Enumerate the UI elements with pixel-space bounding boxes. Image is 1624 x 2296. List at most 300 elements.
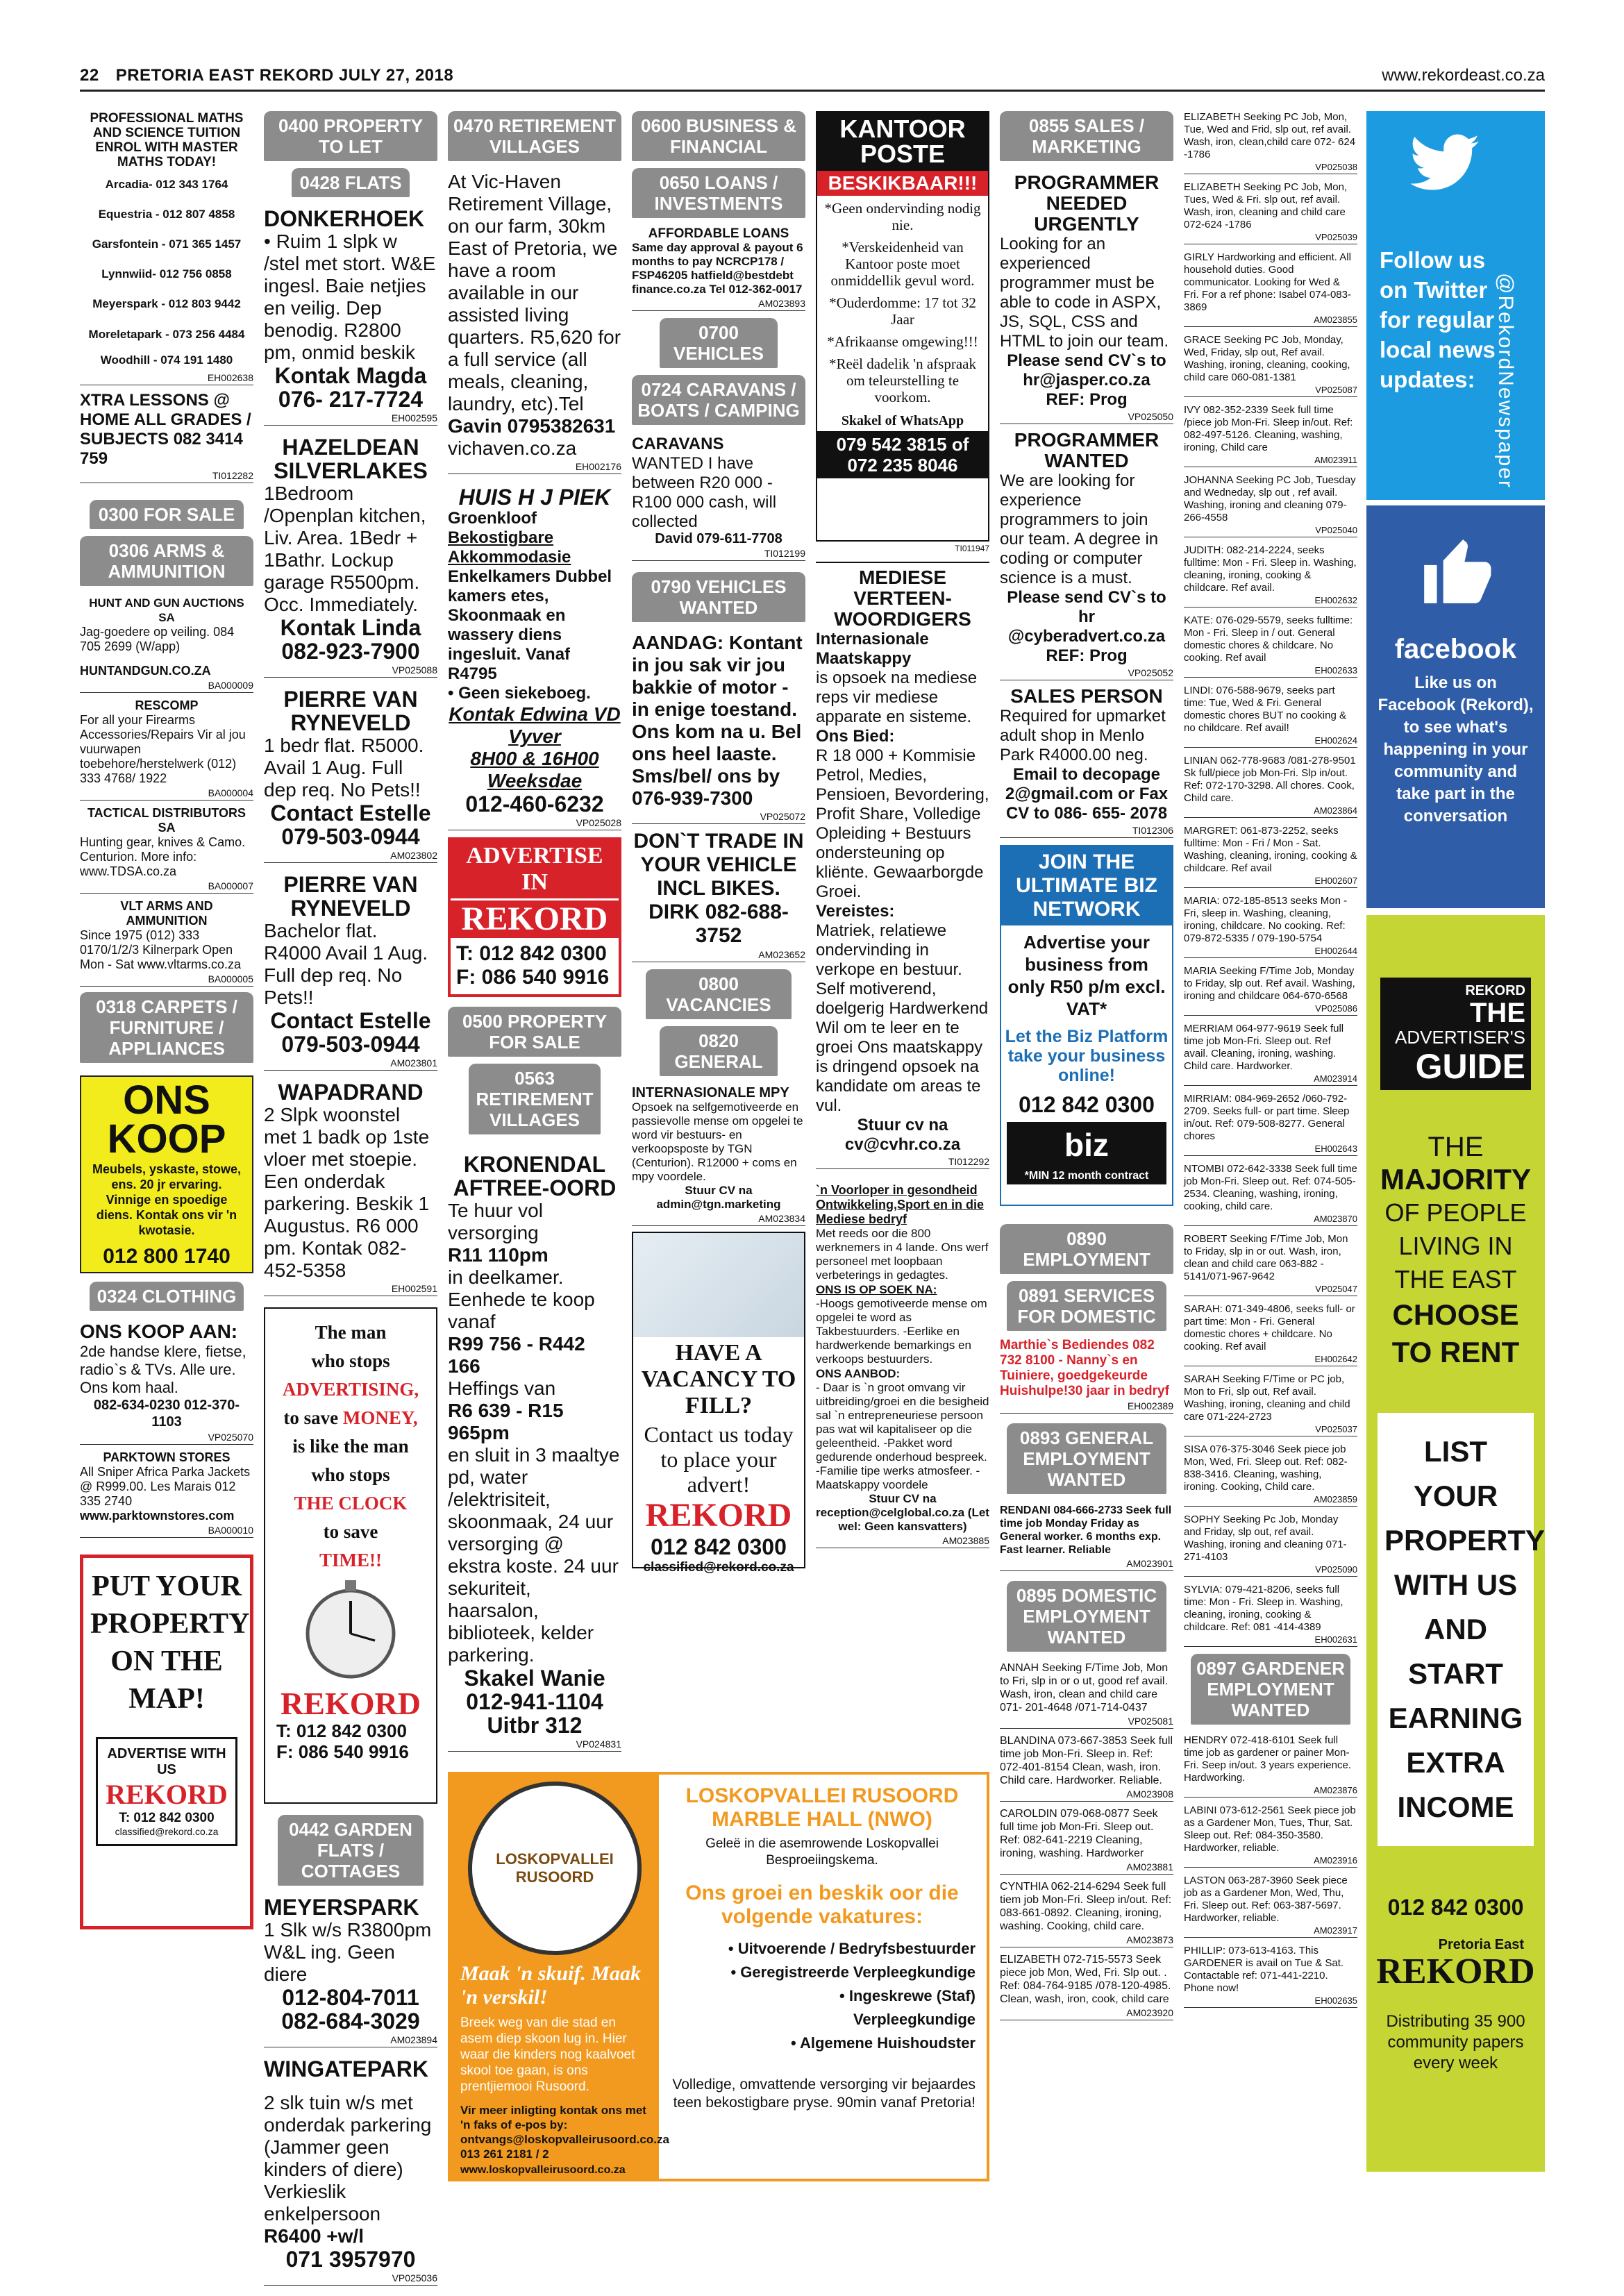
section-caravans[interactable]: 0724 CARAVANS / BOATS / CAMPING	[632, 375, 805, 425]
stopwatch-icon	[274, 1575, 427, 1679]
kantoor-item: *Afrikaanse omgewing!!!	[827, 333, 978, 350]
section-loans[interactable]: 0650 LOANS / INVESTMENTS	[632, 168, 805, 218]
huis-contact: Kontak Edwina VD Vyver	[449, 703, 621, 747]
ad-ref: AM023920	[1000, 2007, 1173, 2020]
section-retirement[interactable]: 0470 RETIREMENT VILLAGES	[448, 111, 621, 161]
ad-ref: EH002644	[1184, 946, 1357, 958]
voorloper-h2: ONS AANBOD:	[816, 1367, 901, 1380]
ad-ref: VP025087	[1184, 385, 1357, 397]
medies-title: MEDIESE VERTEEN-WOORDIGERS	[816, 562, 989, 630]
pierre2-title: PIERRE VAN RYNEVELD	[283, 872, 418, 921]
rendani-text: RENDANI 084-666-2733 Seek full time job Monday Friday as General worker. 6 months exp. Fast learner. Reliable	[1000, 1505, 1172, 1556]
voorloper-h1: ONS IS OP SOEK NA:	[816, 1283, 937, 1296]
vacancy-headline: HAVE A VACANCY TO FILL?	[641, 1340, 796, 1418]
biz-foot: *MIN 12 month contract	[1007, 1168, 1166, 1184]
medies-org: Internasionale Maatskappy	[816, 630, 929, 668]
domestic-item: ELIZABETH Seeking PC Job, Mon, Tue, Wed and Frid, slp out, ref avail. Wash, iron, clean,child care 072- 624 -1786	[1184, 111, 1356, 160]
ad-ref: VP025050	[1000, 411, 1173, 424]
domestic-item: BLANDINA 073-667-3853 Seek full time job Mon-Fri. Sleep in. Ref: 072-401-8154 Clean, wash, iron. Child care. Hardworker. Reliable.	[1000, 1735, 1173, 1786]
rekord-logo: REKORD	[451, 898, 619, 938]
clock-line: The man	[315, 1322, 387, 1343]
sales-person-title: SALES PERSON	[1010, 685, 1163, 707]
domestic-item: MARIA: 072-185-8513 seeks Mon - Fri, sleep in. Washing, cleaning, ironing, childcare. No cooking. Ref: 079-872-5335 / 079-190-5754	[1184, 895, 1348, 944]
kronendal-text: Te huur vol versorging	[448, 1200, 543, 1243]
paper-title: PRETORIA EAST REKORD JULY 27, 2018	[115, 66, 454, 85]
voorloper-t2: - Daar is `n groot omvang vir uitbreiding/groei en die besigheid sal `n entrepreneuriese persoon pas wat wil kapitaliseer op die geleentheid. -Pakket word gedurende onderhoud bespreek. -Familie tipe werks atmosfeer. -Maatskappy voordele	[816, 1381, 989, 1491]
donkerhoek-title: DONKERHOEK	[264, 206, 425, 231]
guide-e: LIST YOUR PROPERTY WITH US AND START EARNING EXTRA INCOME	[1378, 1413, 1534, 1846]
domestic-item: ANNAH Seeking F/Time Job, Mon to Fri, slp in or o ut, good ref avail. Wash, iron, clean and child care 071- 201-4648 /071-714-0437	[1000, 1662, 1169, 1713]
ad-ref: VP024831	[448, 1738, 621, 1752]
ons-koop-aan-title: ONS KOOP AAN:	[80, 1321, 238, 1342]
ad-ref: TI011947	[955, 544, 989, 553]
tactical-text: Hunting gear, knives & Camo. Centurion. More info: www.TDSA.co.za	[80, 835, 246, 878]
ons-koop-aan-phones: 082-634-0230 012-370-1103	[93, 1398, 240, 1430]
xtra-lessons: XTRA LESSONS @ HOME ALL GRADES / SUBJECTS 082 3414 759	[80, 391, 251, 468]
ad-ref: AM023870	[1184, 1214, 1357, 1226]
kronendal-title: KRONENDAL AFTREE-OORD	[453, 1152, 617, 1200]
ons-koop-text: Meubels, yskaste, stowe, ens. 20 jr ervaring. Vinnige en spoedige diens. Kontak ons vir 'n kwotasie.	[92, 1162, 242, 1237]
caravans-text: WANTED I have between R20 000 - R100 000 cash, will collected	[632, 454, 777, 531]
wingatepark-title: WINGATEPARK	[264, 2056, 429, 2081]
put-your-small: ADVERTISE WITH US	[107, 1746, 226, 1777]
domestic-item: SISA 076-375-3046 Seek piece job Mon, Wed, Fri. Sleep out. Ref: 082-838-3416. Cleaning, washing, ironing. Cooking, Child care.	[1184, 1443, 1348, 1493]
ad-ref: VP025081	[1000, 1716, 1173, 1729]
donkerhoek-contact: Kontak Magda 076- 217-7724	[274, 363, 427, 412]
medies-ver-text: Matriek, relatiewe ondervinding in verkope en bestuur. Self motiverend, doelgerig Hardwerkend Wil om te leer en te groei Ons maatskappy is dringend opsoek na kandidate om areas te vul.	[816, 921, 989, 1115]
loskop-info: Vir meer inligting kontak ons met 'n faks of e-pos by: ontvangs@loskopvalleirusoord.co.za 013 261 2181 / 2	[460, 2104, 669, 2161]
twitter-bird-icon	[1407, 134, 1483, 196]
ad-ref: EH002607	[1184, 875, 1357, 888]
rekord-logo: REKORD	[645, 1497, 792, 1534]
kantoor-poste-ad	[816, 111, 989, 542]
ad-ref: EH002631	[1184, 1634, 1357, 1647]
section-garden-flats[interactable]: 0442 GARDEN FLATS / COTTAGES	[278, 1815, 424, 1886]
kantoor-cta: Skakel of WhatsApp	[841, 413, 964, 428]
prog2-cv: Please send CV`s to hr @cyberadvert.co.za	[1007, 588, 1166, 646]
section-gardener-wanted[interactable]: 0897 GARDENER EMPLOYMENT WANTED	[1191, 1654, 1350, 1725]
voorloper-contact: Stuur CV na reception@celglobal.co.za (Let wel: Geen kansvatters)	[816, 1492, 989, 1533]
put-your-title: PUT YOUR PROPERTY ON THE MAP!	[90, 1570, 250, 1715]
kantoor-item: *Reël dadelik 'n afspraak om teleurstelling te voorkom.	[829, 355, 976, 405]
kantoor-item: *Ouderdomme: 17 tot 32 Jaar	[829, 294, 976, 328]
ad-ref: EH002389	[1000, 1400, 1173, 1414]
guide-a: THE	[1428, 1132, 1484, 1162]
twitter-text: Follow us on Twitter for regular local news updates:	[1380, 247, 1496, 392]
tuition-branch: Lynnwiid- 012 756 0858	[101, 267, 232, 280]
ad-ref: VP025039	[1184, 232, 1357, 244]
vichaven-contact: Gavin 0795382631	[448, 415, 616, 437]
voorloper-l2: Ontwikkeling,Sport en in die Mediese bedryf	[816, 1198, 985, 1226]
advertise-fax: F: 086 540 9916	[456, 966, 610, 989]
advertise-in-label: ADVERTISE IN	[451, 840, 619, 898]
gardener-list	[1184, 1734, 1357, 2008]
ad-ref: TI012292	[816, 1156, 989, 1169]
twitter-panel	[1366, 111, 1545, 500]
have-a-vacancy-ad	[632, 1232, 805, 1575]
ad-ref: EH002643	[1184, 1143, 1357, 1156]
loskop-job: Verpleegkundige	[853, 2011, 976, 2028]
clock-line: to save	[283, 1407, 339, 1428]
vichaven-text: At Vic-Haven Retirement Village, on our farm, 30km East of Pretoria, we have a room available in our assisted living quarters. R5,620 for a full service (all meals, cleaning, laundry, etc).Tel	[448, 171, 621, 414]
voorloper-text: Met reeds oor die 800 werknemers in 4 lande. Ons werf personeel met loopbaan verbeterings in gedagtes.	[816, 1227, 989, 1282]
hunt-text: Jag-goedere op veiling. 084 705 2699 (W/app)	[80, 625, 235, 653]
ad-ref: AM023834	[632, 1213, 805, 1226]
advertisers-guide-panel	[1366, 915, 1545, 2172]
kronendal-p1b: in deelkamer. Eenhede te koop vanaf	[448, 1266, 595, 1332]
thumbs-up-icon	[1418, 533, 1494, 610]
loskop-foot: Volledige, omvattende versorging vir bejaardes teen bekostigbare pryse. 90min vanaf Pretoria!	[672, 2077, 976, 2111]
prog2-text: We are looking for experience programmers to join our team. A degree in coding or computer science is a must.	[1000, 471, 1159, 587]
wapadrand-title: WAPADRAND	[278, 1080, 424, 1105]
guide-t3: GUIDE	[1415, 1047, 1525, 1086]
ad-ref: VP025052	[1000, 667, 1173, 680]
section-flats[interactable]: 0428 FLATS	[292, 168, 410, 197]
ad-ref: AM023908	[1000, 1788, 1173, 1802]
clock-line: ADVERTISING,	[282, 1379, 419, 1400]
ad-ref: AM023859	[1184, 1494, 1357, 1507]
gardener-item: PHILLIP: 073-613-4163. This GARDENER is avail on Tue & Sat. Contactable ref: 071-441-2210. Phone now!	[1184, 1945, 1344, 1994]
aandag-text: AANDAG: Kontant in jou sak vir jou bakkie of motor - in enige toestand. Ons kom na u. Bel ons heel laaste. Sms/bel/ ons by 076-939-7300	[632, 632, 803, 809]
loskop-job: • Uitvoerende / Bedryfsbestuurder	[728, 1940, 976, 1957]
ad-ref: VP025038	[1184, 162, 1357, 174]
section-property-for-sale[interactable]: 0500 PROPERTY FOR SALE	[448, 1007, 621, 1057]
caravans-title: CARAVANS	[632, 435, 724, 453]
guide-t2: ADVERTISER'S	[1395, 1027, 1525, 1048]
advertise-in-ad	[448, 837, 621, 997]
twitter-handle[interactable]: @RekordNewspaper	[1494, 273, 1517, 489]
loskop-job: • Ingeskrewe (Staf)	[839, 1987, 976, 2004]
biz-online: Let the Biz Platform take your business online!	[1005, 1027, 1169, 1085]
rekord-logo: REKORD	[1376, 1952, 1535, 1991]
prog1-ref: REF: Prog	[1046, 390, 1128, 409]
rekord-logo: REKORD	[106, 1779, 228, 1810]
domestic-item: LINIAN 062-778-9683 /081-278-9501 Sk full/piece job Mon-Fri. Slp in/out. Ref: 072-170-3298. All chores. Cook, Child care.	[1184, 755, 1356, 804]
guide-phone: 012 842 0300	[1387, 1895, 1524, 1920]
kantoor-item: *Geen ondervinding nodig nie.	[824, 200, 981, 233]
ad-ref: AM023876	[1184, 1785, 1357, 1798]
clock-line: to save	[323, 1521, 378, 1542]
guide-paper: Pretoria East	[1438, 1937, 1524, 1952]
vacancy-photo	[633, 1233, 804, 1337]
ad-ref: VP025036	[264, 2272, 437, 2286]
section-vehicles-wanted[interactable]: 0790 VEHICLES WANTED	[632, 572, 805, 622]
kronendal-p2b: Heffings van	[448, 1377, 556, 1399]
guide-t1: THE	[1470, 998, 1525, 1028]
domestic-item: LINDI: 076-588-9679, seeks part time: Tue, Wed & Fri. General domestic chores BUT no cooking & no childcare. Ref avail!	[1184, 685, 1347, 734]
kronendal-p1: R11 110pm	[448, 1244, 549, 1266]
clock-line: TIME!!	[319, 1550, 382, 1570]
ad-ref: VP025086	[1184, 1003, 1357, 1016]
ad-ref: AM023894	[264, 2034, 437, 2047]
biz-price: Advertise your business from only R50 p/m excl. VAT*	[1007, 932, 1166, 1019]
tuition-branch: Garsfontein - 071 365 1457	[92, 237, 242, 251]
prog1-cv: Please send CV`s to hr@jasper.co.za	[1007, 351, 1166, 389]
huis-phone: 012-460-6232	[465, 791, 604, 816]
mpy-contact: Stuur CV na admin@tgn.marketing	[656, 1184, 781, 1211]
pierre2-contact: Contact Estelle 079-503-0944	[270, 1008, 431, 1057]
column-6	[1000, 111, 1173, 2249]
clock-tel: T: 012 842 0300	[276, 1720, 407, 1741]
loans-text: Same day approval & payout 6 months to pay NCRCP178 / FSP46205 hatfield@bestdebt finance.co.za Tel 012-362-0017	[632, 241, 803, 296]
kronendal-p3: R6 639 - R15 965pm	[448, 1400, 564, 1443]
ad-ref: AM023917	[1184, 1925, 1357, 1938]
domestic-item: MARGRET: 061-873-2252, seeks fulltime: Mon - Fri / Mon - Sat. Washing, cleaning, ironing, cooking & childcare. Ref avail	[1184, 825, 1357, 874]
domestic-item: SYLVIA: 079-421-8206, seeks full time: Mon - Fri. Sleep in. Washing, cleaning, ironing, cooking & childcare. Ref: 081 -414-4389	[1184, 1584, 1343, 1633]
gardener-item: LASTON 063-287-3960 Seek piece job as a Gardener Mon, Wed, Thu, Fri. Sleep out. Ref: 063-387-5697. Hardworker, reliable.	[1184, 1875, 1348, 1924]
ad-ref: EH002633	[1184, 665, 1357, 678]
ad-ref: VP025037	[1184, 1424, 1357, 1436]
parktown-site[interactable]: www.parktownstores.com	[80, 1509, 235, 1523]
kantoor-phone: 079 542 3815 of 072 235 8046	[817, 431, 988, 478]
guide-foot: Distributing 35 900 community papers every week	[1386, 2012, 1525, 2072]
section-services-domestic[interactable]: 0891 SERVICES FOR DOMESTIC	[1007, 1281, 1166, 1331]
facebook-text: Like us on Facebook (Rekord), to see what's happening in your community and take part in the conversation	[1378, 673, 1534, 826]
loskopvallei-ad	[448, 1772, 989, 2181]
put-your-email: classified@rekord.co.za	[115, 1826, 219, 1837]
domestic-item: MIRRIAM: 084-969-2652 /060-792-2709. Seeks full- or part time. Sleep in/out. Ref: 079-508-8277. General chores	[1184, 1093, 1350, 1142]
header-left	[80, 66, 453, 85]
ons-koop-ad	[80, 1075, 253, 1273]
ad-ref: AM023873	[1000, 1934, 1173, 1947]
ad-ref: AM023885	[816, 1535, 989, 1548]
hunt-site[interactable]: HUNTANDGUN.CO.ZA	[80, 664, 211, 678]
huis-l3: • Geen siekeboeg.	[448, 684, 591, 703]
prog2-title: PROGRAMMER WANTED	[1014, 429, 1160, 471]
guide-brand: REKORD	[1465, 983, 1525, 998]
vacancy-phone: 012 842 0300	[651, 1534, 787, 1559]
domestic-item: JOHANNA Seeking PC Job, Tuesday and Wedneday, slp out , ref avail. Washing, ironing and cleaning 079-266-4558	[1184, 474, 1356, 523]
loskop-job: • Geregistreerde Verpleegkundige	[730, 1963, 976, 1981]
biz-phone: 012 842 0300	[1019, 1092, 1155, 1117]
tuition-title: PROFESSIONAL MATHS AND SCIENCE TUITION ENROL WITH MASTER MATHS TODAY!	[90, 111, 244, 169]
kantoor-sub: BESKIKBAAR!!!	[817, 171, 988, 196]
mpy-title: INTERNASIONALE MPY	[632, 1085, 789, 1100]
tuition-branch: Arcadia- 012 343 1764	[105, 178, 228, 191]
column-1	[80, 111, 253, 2263]
meyerspark-text: 1 Slk w/s R3800pm W&L ing. Geen diere	[264, 1919, 432, 1985]
loskop-body: Breek weg van die stad en asem diep skoon lug in. Hier waar die kinders nog kaalvoet skool toe gaan, is ons prentjiemooi Rusoord.	[460, 2016, 635, 2094]
ad-ref: VP025070	[80, 1432, 253, 1445]
clock-line: is like the man	[292, 1436, 409, 1457]
tuition-branch: Meyerspark - 012 803 9442	[92, 297, 241, 310]
wapadrand-text: 2 Slpk woonstel met 1 badk op 1ste vloer met stoepie. Een onderdak parkering. Beskik 1 Augustus. R6 000 pm. Kontak 082-452-5358	[264, 1104, 430, 1281]
ad-ref: EH002632	[1184, 595, 1357, 607]
section-carpets[interactable]: 0318 CARPETS / FURNITURE / APPLIANCES	[80, 992, 253, 1063]
domestic-item: MARIA Seeking F/Time Job, Monday to Friday, slp out. Ref avail. Washing, ironing and childcare 064-670-6568	[1184, 965, 1355, 1002]
section-vacancies[interactable]: 0800 VACANCIES	[646, 969, 792, 1019]
ad-ref: AM023914	[1184, 1073, 1357, 1086]
hazeldean-title: HAZELDEAN SILVERLAKES	[274, 435, 428, 483]
ad-ref: AM023855	[1184, 315, 1357, 327]
hazeldean-contact: Kontak Linda 082-923-7900	[280, 615, 421, 664]
guide-b: MAJORITY	[1380, 1163, 1531, 1196]
facebook-panel	[1366, 505, 1545, 908]
loskop-site[interactable]: www.loskopvalleirusoord.co.za	[460, 2164, 626, 2176]
kronendal-contact: Skakel Wanie 012-941-1104 Uitbr 312	[464, 1666, 605, 1738]
vichaven-site[interactable]: vichaven.co.za	[448, 437, 577, 459]
section-retirement-2[interactable]: 0563 RETIREMENT VILLAGES	[469, 1064, 601, 1134]
ad-ref: EH002635	[1184, 1995, 1357, 2008]
ad-ref: EH002595	[264, 412, 437, 426]
domestic-list	[1184, 111, 1357, 1647]
biz-network-ad	[1000, 845, 1173, 1206]
medies-text: is opsoek na mediese reps vir mediese apparate en sisteme.	[816, 669, 978, 726]
domestic-item: ELIZABETH 072-715-5573 Seek piece job Mon, Wed, Fri. Slp out. . Ref: 084-764-9185 /078-120-4985. Clean, wash, iron, cook, child care	[1000, 1954, 1171, 2005]
ad-ref: TI012282	[80, 470, 253, 483]
site-url[interactable]: www.rekordeast.co.za	[1382, 66, 1545, 85]
domestic-item: JUDITH: 082-214-2224, seeks fulltime: Mon - Fri. Sleep in. Washing, cleaning, ironing, cooking & childcare. Ref avail.	[1184, 544, 1357, 594]
prog1-text: Looking for an experienced programmer must be able to code in ASPX, JS, SQL, CSS and HTML to join our team.	[1000, 235, 1169, 351]
section-clothing[interactable]: 0324 CLOTHING	[90, 1282, 244, 1311]
domestic-item: NTOMBI 072-642-3338 Seek full time job Mon-Fri. Sleep out. Ref: 074-505-2534. Cleaning, washing, ironing, cooking, child care.	[1184, 1163, 1357, 1212]
section-property-to-let[interactable]: 0400 PROPERTY TO LET	[264, 111, 437, 161]
ad-ref: AM023911	[1184, 455, 1357, 467]
sales-person-cv: Email to decopage 2@gmail.com or Fax CV to 086- 655- 2078	[1005, 765, 1169, 823]
section-general-employment-wanted[interactable]: 0893 GENERAL EMPLOYMENT WANTED	[1007, 1423, 1166, 1494]
rescomp-text: For all your Firearms Accessories/Repairs Vir al jou vuurwapen toebehore/herstelwerk (012) 333 4768/ 1922	[80, 713, 246, 785]
ons-koop-aan-text: 2de handse klere, fietse, radio`s & TVs. Alle ure. Ons kom haal.	[80, 1343, 246, 1396]
voorloper-t1: -Hoogs gemotiveerde mense om opgelei te word as Takbestuurders. -Eerlike en hardwerkende bemarkings en verkoops bestuurders.	[816, 1297, 987, 1366]
ad-ref: AM023802	[264, 850, 437, 863]
loskop-right	[659, 1775, 985, 2181]
parktown-text: All Sniper Africa Parka Jackets @ R999.00. Les Marais 012 335 2740	[80, 1465, 251, 1508]
domestic-item: KATE: 076-029-5579, seeks fulltime: Mon - Fri. Sleep in / out. General domestic chores & childcare. No cooking. Ref avail	[1184, 614, 1353, 664]
ad-ref: AM023901	[1000, 1558, 1173, 1571]
clock-fax: F: 086 540 9916	[276, 1741, 409, 1762]
ad-ref: VP025072	[632, 811, 805, 824]
ad-ref: TI012199	[632, 548, 805, 561]
kantoor-item: *Verskeidenheid van Kantoor poste moet onmiddellik gevul word.	[830, 239, 975, 289]
ad-ref: VP025088	[264, 664, 437, 678]
hunt-title: HUNT AND GUN AUCTIONS SA	[89, 596, 244, 624]
domestic-item: SARAH: 071-349-4806, seeks full- or part time: Mon - Fri. General domestic chores + childcare. No cooking. Ref avail	[1184, 1303, 1355, 1352]
gardener-item: LABINI 073-612-2561 Seek piece job as a Gardener Mon, Tues, Thur, Sat. Sleep out. Ref: 084-350-3580. Hardworker, reliable.	[1184, 1804, 1356, 1854]
prog1-title: PROGRAMMER NEEDED URGENTLY	[1014, 171, 1160, 235]
kantoor-title: KANTOOR POSTE	[817, 112, 988, 171]
medies-ver: Vereistes:	[816, 902, 895, 921]
ons-koop-phone: 012 800 1740	[103, 1245, 231, 1268]
ad-ref: VP025090	[1184, 1564, 1357, 1577]
rescomp-title: RESCOMP	[135, 698, 199, 712]
section-sales-marketing[interactable]: 0855 SALES / MARKETING	[1000, 111, 1173, 161]
guide-logo	[1380, 978, 1531, 1090]
loskop-slogan: Maak 'n skuif. Maak 'n verskil!	[460, 1962, 642, 2009]
section-arms[interactable]: 0306 ARMS & AMMUNITION	[80, 536, 253, 586]
prog2-ref: REF: Prog	[1046, 646, 1128, 665]
ad-ref: EH002642	[1184, 1354, 1357, 1366]
clock-line: MONEY,	[342, 1407, 418, 1428]
section-business[interactable]: 0600 BUSINESS & FINANCIAL	[632, 111, 805, 161]
ad-ref: AM023881	[1000, 1861, 1173, 1875]
medies-contact: Stuur cv na cv@cvhr.co.za	[844, 1116, 961, 1154]
tuition-branch: Moreletapark - 073 256 4484	[88, 328, 245, 341]
voorloper-l1: `n Voorloper in gesondheid	[816, 1183, 978, 1197]
wingatepark-text: 2 slk tuin w/s met onderdak parkering (Jammer geen kinders of diere) Verkieslik enkelpersoon	[264, 2092, 432, 2224]
domestic-item: GIRLY Hardworking and efficient. All household duties. Good communicator. Looking for Wed & Fri. For a ref phone: Isabel 074-083-3869	[1184, 251, 1351, 313]
loskop-logo: LOSKOPVALLEI RUSOORD	[468, 1782, 642, 1955]
ad-ref: AM023864	[1184, 805, 1357, 818]
guide-c: OF PEOPLE LIVING IN THE EAST	[1384, 1198, 1527, 1293]
caravans-contact: David 079-611-7708	[655, 531, 782, 546]
domestic-item: ROBERT Seeking F/Time Job, Mon to Friday, slp in or out. Wash, iron, clean and child care 063-882 - 5141/071-967-9642	[1184, 1233, 1348, 1282]
facebook-logo: facebook	[1394, 634, 1517, 664]
domestic-item: SARAH Seeking F/Time or PC job, Mon to Fri, slp out, Ref avail. Washing, ironing, cleaning and child care 071-224-2723	[1184, 1373, 1350, 1423]
loskop-job: • Algemene Huishoudster	[790, 2034, 976, 2052]
ad-ref: AM023652	[632, 949, 805, 962]
ad-ref: TI012306	[1000, 825, 1173, 838]
loskop-title: LOSKOPVALLEI RUSOORD MARBLE HALL (NWO)	[685, 1784, 959, 1831]
sales-person-text: Required for upmarket adult shop in Menlo Park R4000.00 neg.	[1000, 707, 1166, 764]
dont-trade-text: DON`T TRADE IN YOUR VEHICLE INCL BIKES. DIRK 082-688-3752	[633, 830, 804, 947]
advertise-tel: T: 012 842 0300	[456, 942, 607, 965]
pierre1-title: PIERRE VAN RYNEVELD	[283, 687, 418, 735]
pierre2-text: Bachelor flat. R4000 Avail 1 Aug. Full dep req. No Pets!!	[264, 920, 428, 1008]
clock-ad	[264, 1307, 437, 1804]
ad-ref: BA000005	[80, 973, 253, 987]
column-5	[816, 111, 989, 1777]
biz-title: JOIN THE ULTIMATE BIZ NETWORK	[1001, 846, 1172, 925]
gardener-item: HENDRY 072-418-6101 Seek full time job as gardener or painer Mon-Fri. Seep in/out. 3 years experience. Hardworking.	[1184, 1734, 1351, 1784]
clock-line: THE CLOCK	[294, 1493, 408, 1514]
vacancy-sub: Contact us today to place your advert!	[644, 1422, 794, 1497]
biz-logo: biz	[1007, 1122, 1166, 1168]
loskop-left	[451, 1775, 669, 2181]
section-general[interactable]: 0820 GENERAL	[660, 1026, 778, 1076]
medies-bied: Ons Bied:	[816, 727, 895, 746]
huis-l2: Enkelkamers Dubbel kamers etes, Skoonmaak en wassery diens ingesluit. Vanaf R4795	[448, 567, 612, 683]
column-2	[264, 111, 437, 2284]
column-7	[1184, 111, 1357, 2263]
kronendal-p3b: en sluit in 3 maaltye pd, water /elektrisiteit, skoonmaak, 24 uur versorging @ ekstra koste. 24 uur sekuriteit, haarsalon, biblioteek, kelder parkering.	[448, 1444, 620, 1666]
meyerspark-phones: 012-804-7011 082-684-3029	[281, 1985, 420, 2034]
ad-ref: AM023801	[264, 1057, 437, 1071]
wingatepark-phone: 071 3957970	[285, 2247, 416, 2272]
domestic-item: ELIZABETH Seeking PC Job, Mon, Tues, Wed & Fri. slp out, ref avail. Wash, iron, cleaning and child care 072-624 -1786	[1184, 181, 1348, 231]
huis-l1: Bekostigbare Akkommodasie	[448, 528, 571, 567]
domestic-item: IVY 082-352-2339 Seek full time /piece job Mon-Fri. Sleep in/out. Ref: 082-497-5126. Cleaning, washing, ironing, Child care	[1184, 404, 1353, 453]
domestic-item: CAROLDIN 079-068-0877 Seek full time job Mon-Fri. Sleep out. Ref: 082-641-2219 Cleaning, ironing, washing. Hardworker	[1000, 1808, 1158, 1859]
ad-ref: EH002638	[80, 372, 253, 385]
ad-ref: BA000007	[80, 880, 253, 894]
section-employment[interactable]: 0890 EMPLOYMENT	[1000, 1224, 1173, 1274]
ad-ref: VP025040	[1184, 525, 1357, 537]
ad-ref: VP025047	[1184, 1284, 1357, 1296]
clock-line: who stops	[311, 1464, 390, 1485]
ad-ref: BA000004	[80, 787, 253, 801]
vlt-title: VLT ARMS AND AMMUNITION	[120, 899, 213, 928]
meyerspark-title: MEYERSPARK	[264, 1895, 419, 1920]
vacancy-email: classified@rekord.co.za	[643, 1560, 794, 1575]
loskop-headline: Ons groei en beskik oor die volgende vakatures:	[685, 1882, 959, 1928]
tuition-branch: Equestria - 012 807 4858	[98, 208, 235, 221]
ad-ref: EH002176	[448, 461, 621, 474]
loans-title: AFFORDABLE LOANS	[648, 226, 789, 241]
loskop-sub: Geleë in die asemrowende Loskopvallei Besproeiingskema.	[705, 1836, 939, 1868]
domestic-item: MERRIAM 064-977-9619 Seek full time job Mon-Fri. Sleep out. Ref avail. Cleaning, ironing, washing. Child care. Hardworker.	[1184, 1023, 1344, 1072]
domestic-item: CYNTHIA 062-214-6294 Seek full tiem job Mon-Fri. Sleep in/out. Ref: 083-661-0892. Cleaning, ironing, washing. Cooking, child care.	[1000, 1881, 1172, 1932]
marthie-text: Marthie`s Bediendes 082 732 8100 - Nanny`s en Tuiniere, goedgekeurde Huishulpe!30 jaar in bedryf	[1000, 1338, 1169, 1398]
section-vehicles[interactable]: 0700 VEHICLES	[660, 318, 778, 368]
loskop-jobs	[669, 1937, 976, 2055]
hazeldean-text: 1Bedroom /Openplan kitchen, Liv. Area. 1Bedr + 1Bathr. Lockup garage R5500pm. Occ. Immediately.	[264, 483, 426, 615]
parktown-title: PARKTOWN STORES	[103, 1450, 231, 1464]
section-for-sale[interactable]: 0300 FOR SALE	[90, 500, 244, 529]
ad-ref: BA000010	[80, 1525, 253, 1538]
section-domestic-wanted[interactable]: 0895 DOMESTIC EMPLOYMENT WANTED	[1007, 1581, 1166, 1652]
ad-ref: EH002591	[264, 1283, 437, 1296]
pierre1-text: 1 bedr flat. R5000. Avail 1 Aug. Full dep req. No Pets!!	[264, 735, 424, 801]
